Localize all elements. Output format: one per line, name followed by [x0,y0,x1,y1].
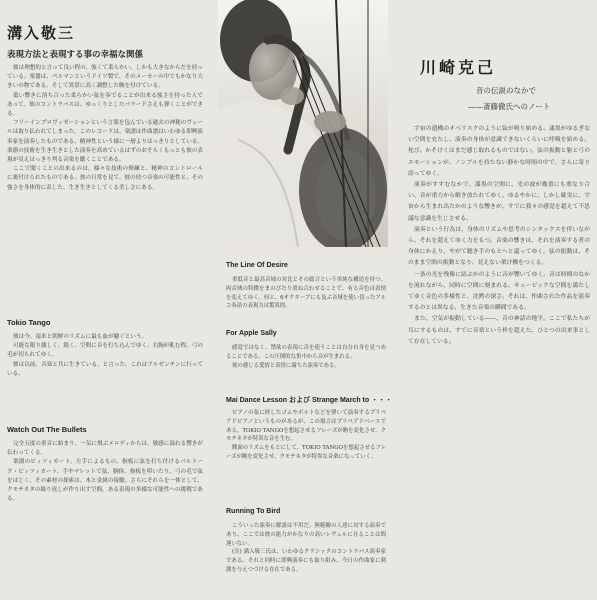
section-heading-tokio-tango: Tokio Tango [7,318,51,327]
paragraph: また、空気が振動している——、音の神話の地平。ここで私たちが耳にするものは、すでに音楽という枠を超えた、ひとつの出来事として存在している。 [408,316,590,345]
paragraph: 彼は今、南米と朝鮮のリズムに最も血が騒ぐという。 [13,334,148,340]
right-author-name: 川崎克己 [420,58,497,77]
section-text-tokio-tango [7,333,203,417]
right-article-title: 音の伝説のなかで [476,86,536,95]
cellist-photo-illustration [218,0,388,247]
left-intro-text [7,64,203,310]
paragraph: 低い響きに溶ち合った柔らかい弦を奏でることが出来る強さを持った人であって、彼のコントラバスは、ゆっくりとしたバラードさえも弾くことができる。 [7,92,203,118]
section-heading-running-to-bird: Running To Bird [226,508,281,515]
paragraph: こういった演奏に解説は不用だ。無範疇の人達に対する演奏であり、ここでは彼の能力がかなりの高いレヴェルに在ることは間違いない。 [226,523,386,547]
section-text-the-line-of-desire [226,276,386,322]
cellist-photo [218,0,388,247]
section-text-watch-out-the-bullets [7,440,203,594]
paragraph: 可能な限り激しく、鋭く、空間に音を打ち込んでゆく。右腕が軋む程、弓の毛が切られてゆく。 [7,343,203,359]
paragraph: 完全五度の重音に始まり、一気に飛ぶメロディからは、敏感に溢れる響きが伝わってくる。 [7,441,203,457]
paragraph: 宇宙の遺構のオベリスクのように弦が鳴り始める。漆黒がゆるぎない空間を充たし、演奏の身体が意識できないくらいに呼吸を始める。侘び、かそけくはまだ感じ取れるものではない。弦の振動と躯と弓のエモーションが、ノンブルを持たない静かな時間の中で、さらに寄り添ってゆく。 [408,126,590,177]
section-heading-for-apple-sally: For Apple Sally [226,330,277,337]
section-text-mai-dance-lesson [226,409,386,501]
section-heading-watch-out-the-bullets: Watch Out The Bullets [7,425,87,434]
left-author-name: 溝入敬三 [7,24,76,42]
right-article-subtitle: ——斎藤徹氏へのノート [468,102,551,111]
paragraph: 彼は以前、音楽と共に生きている、と言った。これはアルゼンチンに行っている。 [7,361,203,377]
paragraph: 側面のリズムをもとにして、TOKIO TANGOを想起させるフレーズが駒を変化させ、クモチネタが特異な音楽になっていく。 [226,445,386,460]
paragraph: 楽器のピィツィカート、左手によるもの、指板に弦を打ち付けるバルトーク・ピィツィカート、手やマレットで弦、胴体、指板を叩いたり、弓の毛で弦をはじく、その素材の探索は、木と金属の接触。さらにそれらを一体として、クモチネタの繰り返しが作り出す空間、ある表現の多様な可能性への挑戦である。 [7,459,203,503]
section-heading-mai-dance-lesson: Mai Dance Lesson および Strange March to ・・・ [226,397,393,404]
paragraph: 演奏という行為は、身体のリズムや思考のシンタックスを伴いながら、それを超えてゆく力をもつ。音楽の響きは、それを演奏する者の身体にかえり、やがて聴き手のもとへと還ってゆく。弦の振動は、そのまま空間の振動となり、見えない架け橋をつくる。 [408,226,590,267]
section-text-for-apple-sally [226,344,386,388]
paragraph: 彼の感じる愛情と表情に満ちた演奏である。 [232,362,340,369]
section-heading-the-line-of-desire: The Line Of Desire [226,262,288,269]
left-column [0,0,212,600]
paragraph: 一条の光を残像に結ぶかのように音が響いてゆく。音は時間のなかを流れながら、同時に空間に刻まれる。キュービックな空間を満たしてゆく音色の多様性と、沈黙の深さ。それは、作曲された作品を演奏するのとは異なる、生きた音楽の瞬間である。 [408,271,590,312]
paragraph: ピアノの弦に挟したゴムやボルトなどを弾いて演奏するプリペアドピアノというものがあるが、この場合はプリペアドベースである。TOKIO TANGOを想起させるフレーズが駒を変化させ、クモチネタが特異な音を生む。 [226,410,386,443]
paragraph: 感覚ではなく、禁欲の表現に音を使うことは自分自身を見つめることである。この圧倒的な集中から音が生まれる。 [226,345,386,360]
paragraph: 彼は理想的と言って良い程の、強くて柔らかい、しかも大きなからだを持っている。楽器は、ペルマンというドイツ製で、そのメーカーの中でもかなり大きいの物である。そして異常に高く調整した駒を付けている。 [7,65,203,90]
middle-column [218,250,393,600]
paragraph: (註) 溝入敬三氏は、いわゆるクラシックのコントラバス演奏家である。それと同時に即興演奏にも取り組み、今日の作曲家に刺激を与えつづける存在である。 [226,549,386,573]
section-text-running-to-bird [226,522,386,596]
right-column [398,0,597,600]
left-article-subtitle: 表現方法と表現する事の幸福な関係 [7,50,144,60]
paragraph: 重低音と最高音域の対比とその総合という単純な構造を持つ。両音域の特徴をまのびたり重ね合わせることで、有る音色は表情を変えてゆく。何と、6オクターブにも及ぶ音域を使い切ったアルコ奏法の表現力は驚異的。 [226,277,386,310]
paragraph: ここで聞くことの出来るのは、様々な技術の修練と、精神のコントロールに裏付けられたものである。彼の日常を見て、彼の持つ音楽の可能性と、その強さを身体的に表した、生き生きとしてくる美しさにある。 [7,166,203,191]
paragraph: 演奏がすすむなかで、漆黒の空間に、光の波が幾重にも重なり合い、音が重力から解き放たれてゆく。ゆるやかに、しかし確実に、宇宙から生まれ出たかのような響きが、すでに我々の感覚を超えて不思議な意識を生じさせる。 [408,182,590,222]
paragraph: フリーインプロヴィゼーションという言葉を包んでいる過去の神秘のヴェールは取り払われてしまった。このレコードは、楽譜は作曲譜はいわゆる即興演奏家を演奏したものである。精神性という様に一層よりはっきりとしている。楽器の技術を生き生きとした演奏を高めているはずのおそらくもっとも彼の表現が見えはっきり判る音楽を聴くことである。 [7,120,203,164]
right-article-text [408,124,590,594]
